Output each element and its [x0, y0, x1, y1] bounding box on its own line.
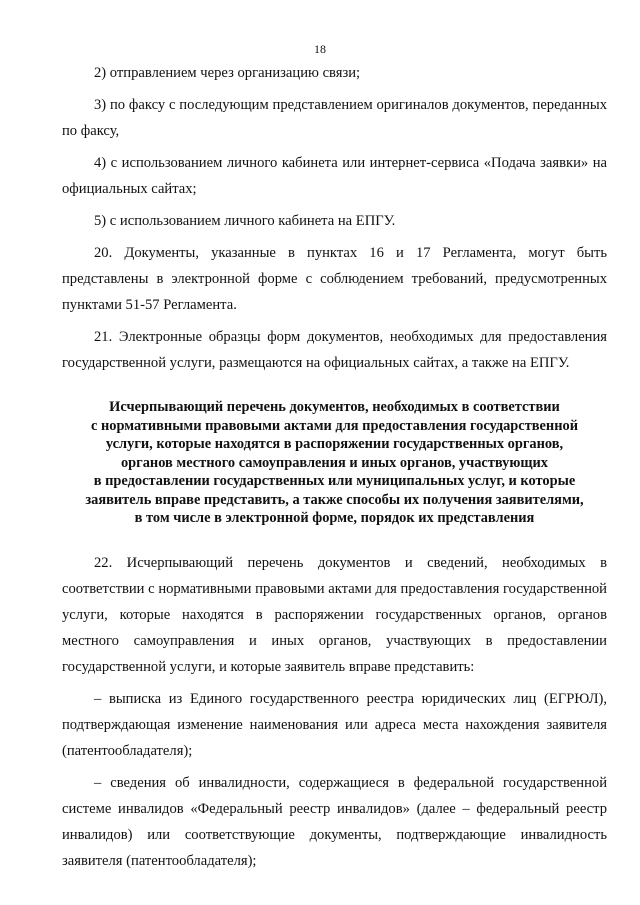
heading-line: Исчерпывающий перечень документов, необходимых в соответствии [109, 399, 560, 415]
paragraph-item-2: 2) отправлением через организацию связи; [94, 65, 361, 81]
paragraph-20: 20. Документы, указанные в пунктах 16 и 17 Регламента, могут быть представлены в электронной форме с соблюдением требований, предусмотренных пунктами 51-57 Регламента. [62, 245, 607, 313]
list-item-disability-info: – сведения об инвалидности, содержащиеся в федеральной государственной системе инвалидов «Федеральный реестр инвалидов» (далее – федеральный реестр инвалидов) или соответствующие документы, подтверждающие инвалидность заявителя (патентообладателя); [62, 774, 607, 869]
heading-line: заявитель вправе представить, а также способы их получения заявителями, [85, 491, 584, 508]
list-item-egrul-extract: – выписка из Единого государственного реестра юридических лиц (ЕГРЮЛ), подтверждающая изменение наименования или адреса места нахождения заявителя (патентообладателя); [62, 690, 607, 759]
heading-line: с нормативными правовыми актами для предоставления государственной [90, 417, 578, 434]
heading-line: органов местного самоуправления и иных органов, участвующих [120, 454, 548, 471]
paragraph-item-3: 3) по факсу с последующим представлением оригиналов документов, переданных по факсу, [62, 97, 607, 139]
paragraph-item-4: 4) с использованием личного кабинета или интернет-сервиса «Подача заявки» на официальных сайтах; [62, 155, 607, 197]
paragraph-21: 21. Электронные образцы форм документов, необходимых для предоставления государственной услуги, размещаются на официальных сайтах, а также на ЕПГУ. [62, 329, 607, 371]
paragraph-item-5: 5) с использованием личного кабинета на ЕПГУ. [94, 213, 396, 229]
section-heading [68, 398, 601, 528]
heading-line: в том числе в электронной форме, порядок их представления [134, 510, 535, 526]
heading-line: услуги, которые находятся в распоряжении государственных органов, [105, 436, 564, 452]
heading-line: в предоставлении государственных или муниципальных услуг, и которые [93, 473, 576, 489]
document-body [62, 60, 607, 880]
page-number: 18 [314, 42, 326, 56]
paragraph-22: 22. Исчерпывающий перечень документов и сведений, необходимых в соответствии с нормативными правовыми актами для предоставления государственной услуги, которые находятся в распоряжении государственных органов, органов местного самоуправления и иных органов, участвующих в предоставлении государственной услуги, и которые заявитель вправе представить: [62, 554, 607, 675]
